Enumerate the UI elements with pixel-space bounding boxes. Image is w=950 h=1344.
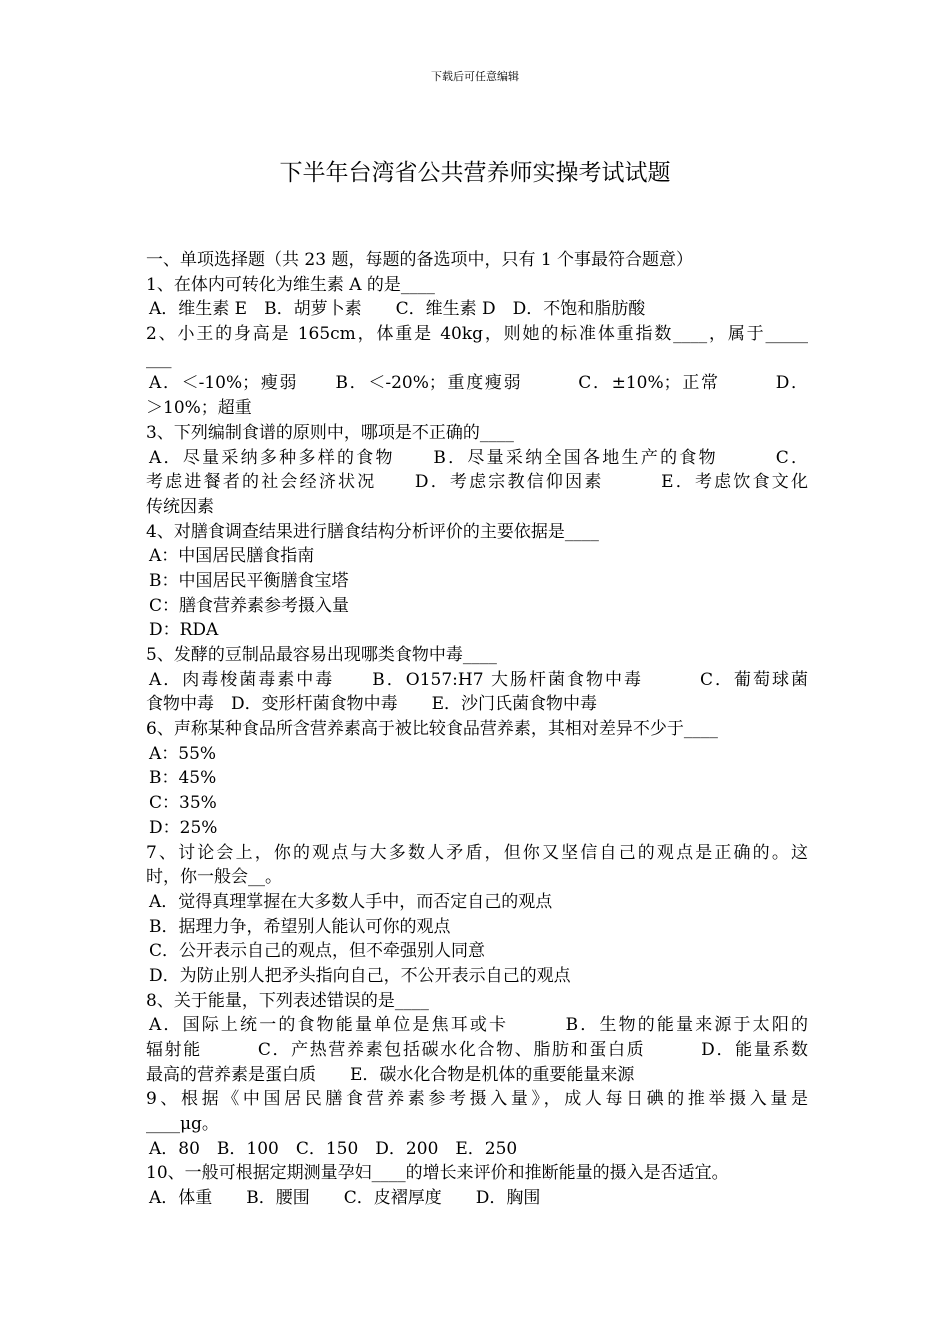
exam-content <box>146 248 808 1211</box>
text-line: D：25% <box>149 817 218 838</box>
text-line: 考虑进餐者的社会经济状况 D．考虑宗教信仰因素 E．考虑饮食文化 <box>146 472 808 493</box>
text-line: D．为防止别人把矛头指向自己，不公开表示自己的观点 <box>149 965 571 986</box>
text-line: 一、单项选择题（共 23 题，每题的备选项中，只有 1 个事最符合题意） <box>146 250 694 270</box>
document-title: 下半年台湾省公共营养师实操考试试题 <box>279 160 671 186</box>
text-line: A．维生素 E B．胡萝卜素 C．维生素 D D．不饱和脂肪酸 <box>149 299 646 320</box>
text-line: B：45% <box>149 768 217 789</box>
text-line: 5、发酵的豆制品最容易出现哪类食物中毒____ <box>146 645 497 665</box>
text-line: C．公开表示自己的观点，但不牵强别人同意 <box>149 941 486 962</box>
text-line: 8、关于能量，下列表述错误的是____ <box>146 990 429 1011</box>
text-line: A．肉毒梭菌毒素中毒 B．O157:H7 大肠杆菌食物中毒 C．葡萄球菌 <box>149 669 808 690</box>
text-line: ___ <box>146 348 172 369</box>
text-line: 10、一般可根据定期测量孕妇____的增长来评价和推断能量的摄入是否适宜。 <box>146 1163 729 1184</box>
text-line: 食物中毒 D．变形杆菌食物中毒 E．沙门氏菌食物中毒 <box>146 694 598 715</box>
text-line: 9、根据《中国居民膳食营养素参考摄入量》，成人每日碘的推举摄入量是 <box>146 1089 808 1110</box>
text-line: ____μg。 <box>146 1114 219 1135</box>
text-line: 传统因素 <box>146 496 214 517</box>
text-line: 7、讨论会上，你的观点与大多数人矛盾，但你又坚信自己的观点是正确的。这 <box>146 842 808 863</box>
text-line: C：膳食营养素参考摄入量 <box>149 595 350 616</box>
text-line: 1、在体内可转化为维生素 A 的是____ <box>146 274 435 295</box>
text-line: 时，你一般会__。 <box>146 867 282 888</box>
text-line: B．据理力争，希望别人能认可你的观点 <box>149 916 451 937</box>
header-note: 下载后可任意编辑 <box>431 70 519 83</box>
text-line: 2、小王的身高是 165cm，体重是 40kg，则她的标准体重指数____，属于_____ <box>146 324 808 345</box>
text-line: 4、对膳食调查结果进行膳食结构分析评价的主要依据是____ <box>146 521 599 542</box>
text-line: A：55% <box>149 743 217 764</box>
text-line: A：中国居民膳食指南 <box>149 546 315 567</box>
text-line: C：35% <box>149 793 217 814</box>
text-line: D：RDA <box>149 620 219 641</box>
text-line: 最高的营养素是蛋白质 E．碳水化合物是机体的重要能量来源 <box>146 1064 635 1085</box>
text-line: A．国际上统一的食物能量单位是焦耳或卡 B．生物的能量来源于太阳的 <box>149 1015 808 1036</box>
text-line: 3、下列编制食谱的原则中，哪项是不正确的____ <box>146 422 514 443</box>
text-line: A．体重 B．腰围 C．皮褶厚度 D．胸围 <box>149 1188 541 1209</box>
text-line: A．＜-10%；瘦弱 B．＜-20%；重度瘦弱 C．±10%；正常 D． <box>149 373 808 394</box>
text-line: A．觉得真理掌握在大多数人手中，而否定自己的观点 <box>149 891 553 912</box>
text-line: 辐射能 C．产热营养素包括碳水化合物、脂肪和蛋白质 D．能量系数 <box>146 1040 808 1060</box>
text-line: B：中国居民平衡膳食宝塔 <box>149 570 349 591</box>
text-line: ＞10%；超重 <box>146 398 252 419</box>
text-line: 6、声称某种食品所含营养素高于被比较食品营养素，其相对差异不少于____ <box>146 719 718 740</box>
text-line: A．尽量采纳多种多样的食物 B．尽量采纳全国各地生产的食物 C． <box>149 447 808 468</box>
text-line: A．80 B．100 C．150 D．200 E．250 <box>149 1138 518 1159</box>
